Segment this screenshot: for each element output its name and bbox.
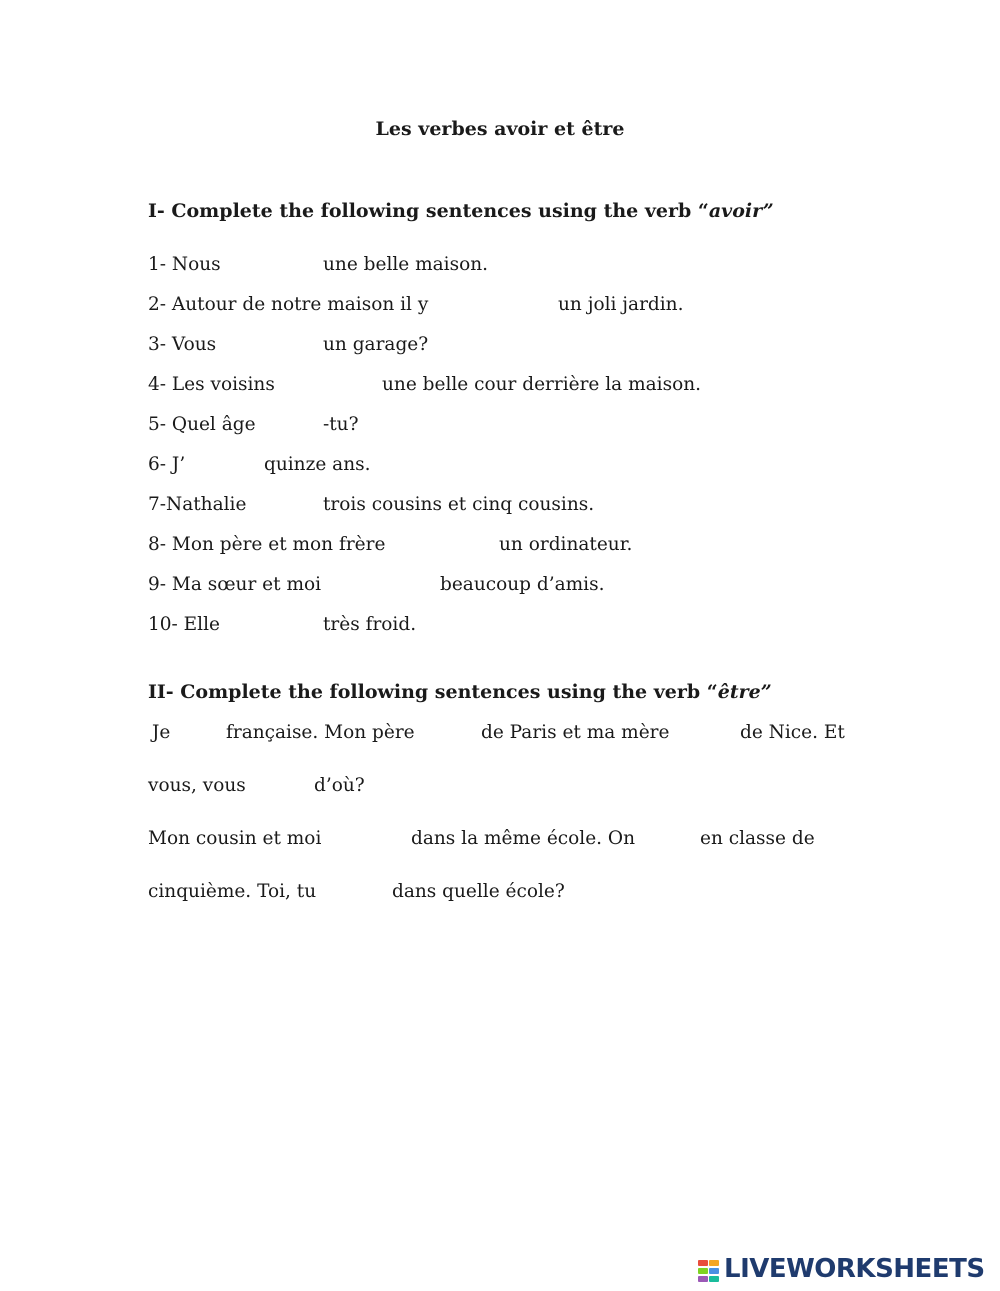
text-segment: de Nice. Et (740, 722, 845, 743)
section2-heading-verb: être (717, 681, 761, 703)
avoir-sentence-4 (148, 374, 908, 400)
etre-blank-7[interactable] (330, 883, 394, 905)
sentence-start: 9- Ma sœur et moi (148, 574, 322, 595)
etre-blank-4[interactable] (253, 777, 315, 799)
sentence-end: quinze ans. (264, 454, 371, 475)
etre-line-2 (148, 775, 908, 801)
text-segment: dans la même école. On (411, 828, 636, 849)
etre-blank-5[interactable] (330, 830, 412, 852)
sentence-end: -tu? (323, 414, 359, 435)
section1-heading-suffix: ” (762, 200, 774, 222)
avoir-sentence-7 (148, 494, 908, 520)
etre-line-3 (148, 828, 908, 854)
section2-heading-suffix: ” (760, 681, 772, 703)
sentence-end: une belle cour derrière la maison. (382, 374, 702, 395)
avoir-sentence-2 (148, 294, 908, 320)
sentence-start: 8- Mon père et mon frère (148, 534, 386, 555)
sentence-start: 10- Elle (148, 614, 220, 635)
sentence-end: beaucoup d’amis. (440, 574, 605, 595)
section1-heading-prefix: I- Complete the following sentences using the verb “ (148, 200, 709, 222)
section1-heading-verb: avoir (708, 200, 763, 222)
logo-text: LIVEWORKSHEETS (724, 1254, 985, 1284)
etre-blank-1[interactable] (178, 724, 226, 746)
answer-blank-1[interactable] (230, 256, 324, 278)
text-segment: en classe de (700, 828, 815, 849)
logo-mark-icon (698, 1260, 720, 1282)
sentence-start: 2- Autour de notre maison il y (148, 294, 429, 315)
logo-square (709, 1276, 719, 1282)
answer-blank-4[interactable] (286, 376, 382, 398)
avoir-sentence-6 (148, 454, 908, 480)
avoir-sentence-8 (148, 534, 908, 560)
sentence-start: 1- Nous (148, 254, 221, 275)
answer-blank-10[interactable] (228, 616, 324, 638)
avoir-sentence-10 (148, 614, 908, 640)
avoir-sentence-9 (148, 574, 908, 600)
sentence-end: un garage? (323, 334, 429, 355)
sentence-end: un ordinateur. (499, 534, 633, 555)
answer-blank-9[interactable] (330, 576, 440, 598)
section2-heading-prefix: II- Complete the following sentences using the verb “ (148, 681, 718, 703)
text-segment: dans quelle école? (392, 881, 565, 902)
section1-heading (148, 200, 774, 222)
text-segment: française. Mon père (226, 722, 415, 743)
sentence-end: un joli jardin. (558, 294, 684, 315)
etre-line-1 (148, 722, 908, 748)
sentence-start: 4- Les voisins (148, 374, 275, 395)
liveworksheets-logo (698, 1256, 994, 1286)
answer-blank-3[interactable] (228, 336, 324, 358)
etre-blank-3[interactable] (681, 724, 741, 746)
sentence-start: 6- J’ (148, 454, 186, 475)
text-segment: de Paris et ma mère (481, 722, 670, 743)
text-segment: d’où? (314, 775, 365, 796)
avoir-sentence-3 (148, 334, 908, 360)
answer-blank-6[interactable] (193, 456, 265, 478)
avoir-sentence-5 (148, 414, 908, 440)
logo-square (709, 1260, 719, 1266)
logo-square (709, 1268, 719, 1274)
sentence-start: 7-Nathalie (148, 494, 247, 515)
logo-square (698, 1268, 708, 1274)
text-segment: vous, vous (148, 775, 246, 796)
section2-heading (148, 681, 772, 703)
sentence-end: trois cousins et cinq cousins. (323, 494, 595, 515)
text-segment: cinquième. Toi, tu (148, 881, 317, 902)
avoir-sentence-1 (148, 254, 908, 280)
text-segment: Je (152, 722, 171, 743)
answer-blank-2[interactable] (448, 296, 557, 318)
logo-square (698, 1260, 708, 1266)
worksheet-title: Les verbes avoir et être (375, 118, 625, 140)
answer-blank-7[interactable] (254, 496, 324, 518)
logo-square (698, 1276, 708, 1282)
sentence-end: très froid. (323, 614, 417, 635)
text-segment: Mon cousin et moi (148, 828, 322, 849)
sentence-start: 5- Quel âge (148, 414, 256, 435)
answer-blank-5[interactable] (260, 416, 324, 438)
etre-blank-2[interactable] (423, 724, 479, 746)
answer-blank-8[interactable] (398, 536, 498, 558)
sentence-end: une belle maison. (323, 254, 489, 275)
etre-blank-6[interactable] (648, 830, 702, 852)
etre-line-4 (148, 881, 908, 907)
sentence-start: 3- Vous (148, 334, 217, 355)
